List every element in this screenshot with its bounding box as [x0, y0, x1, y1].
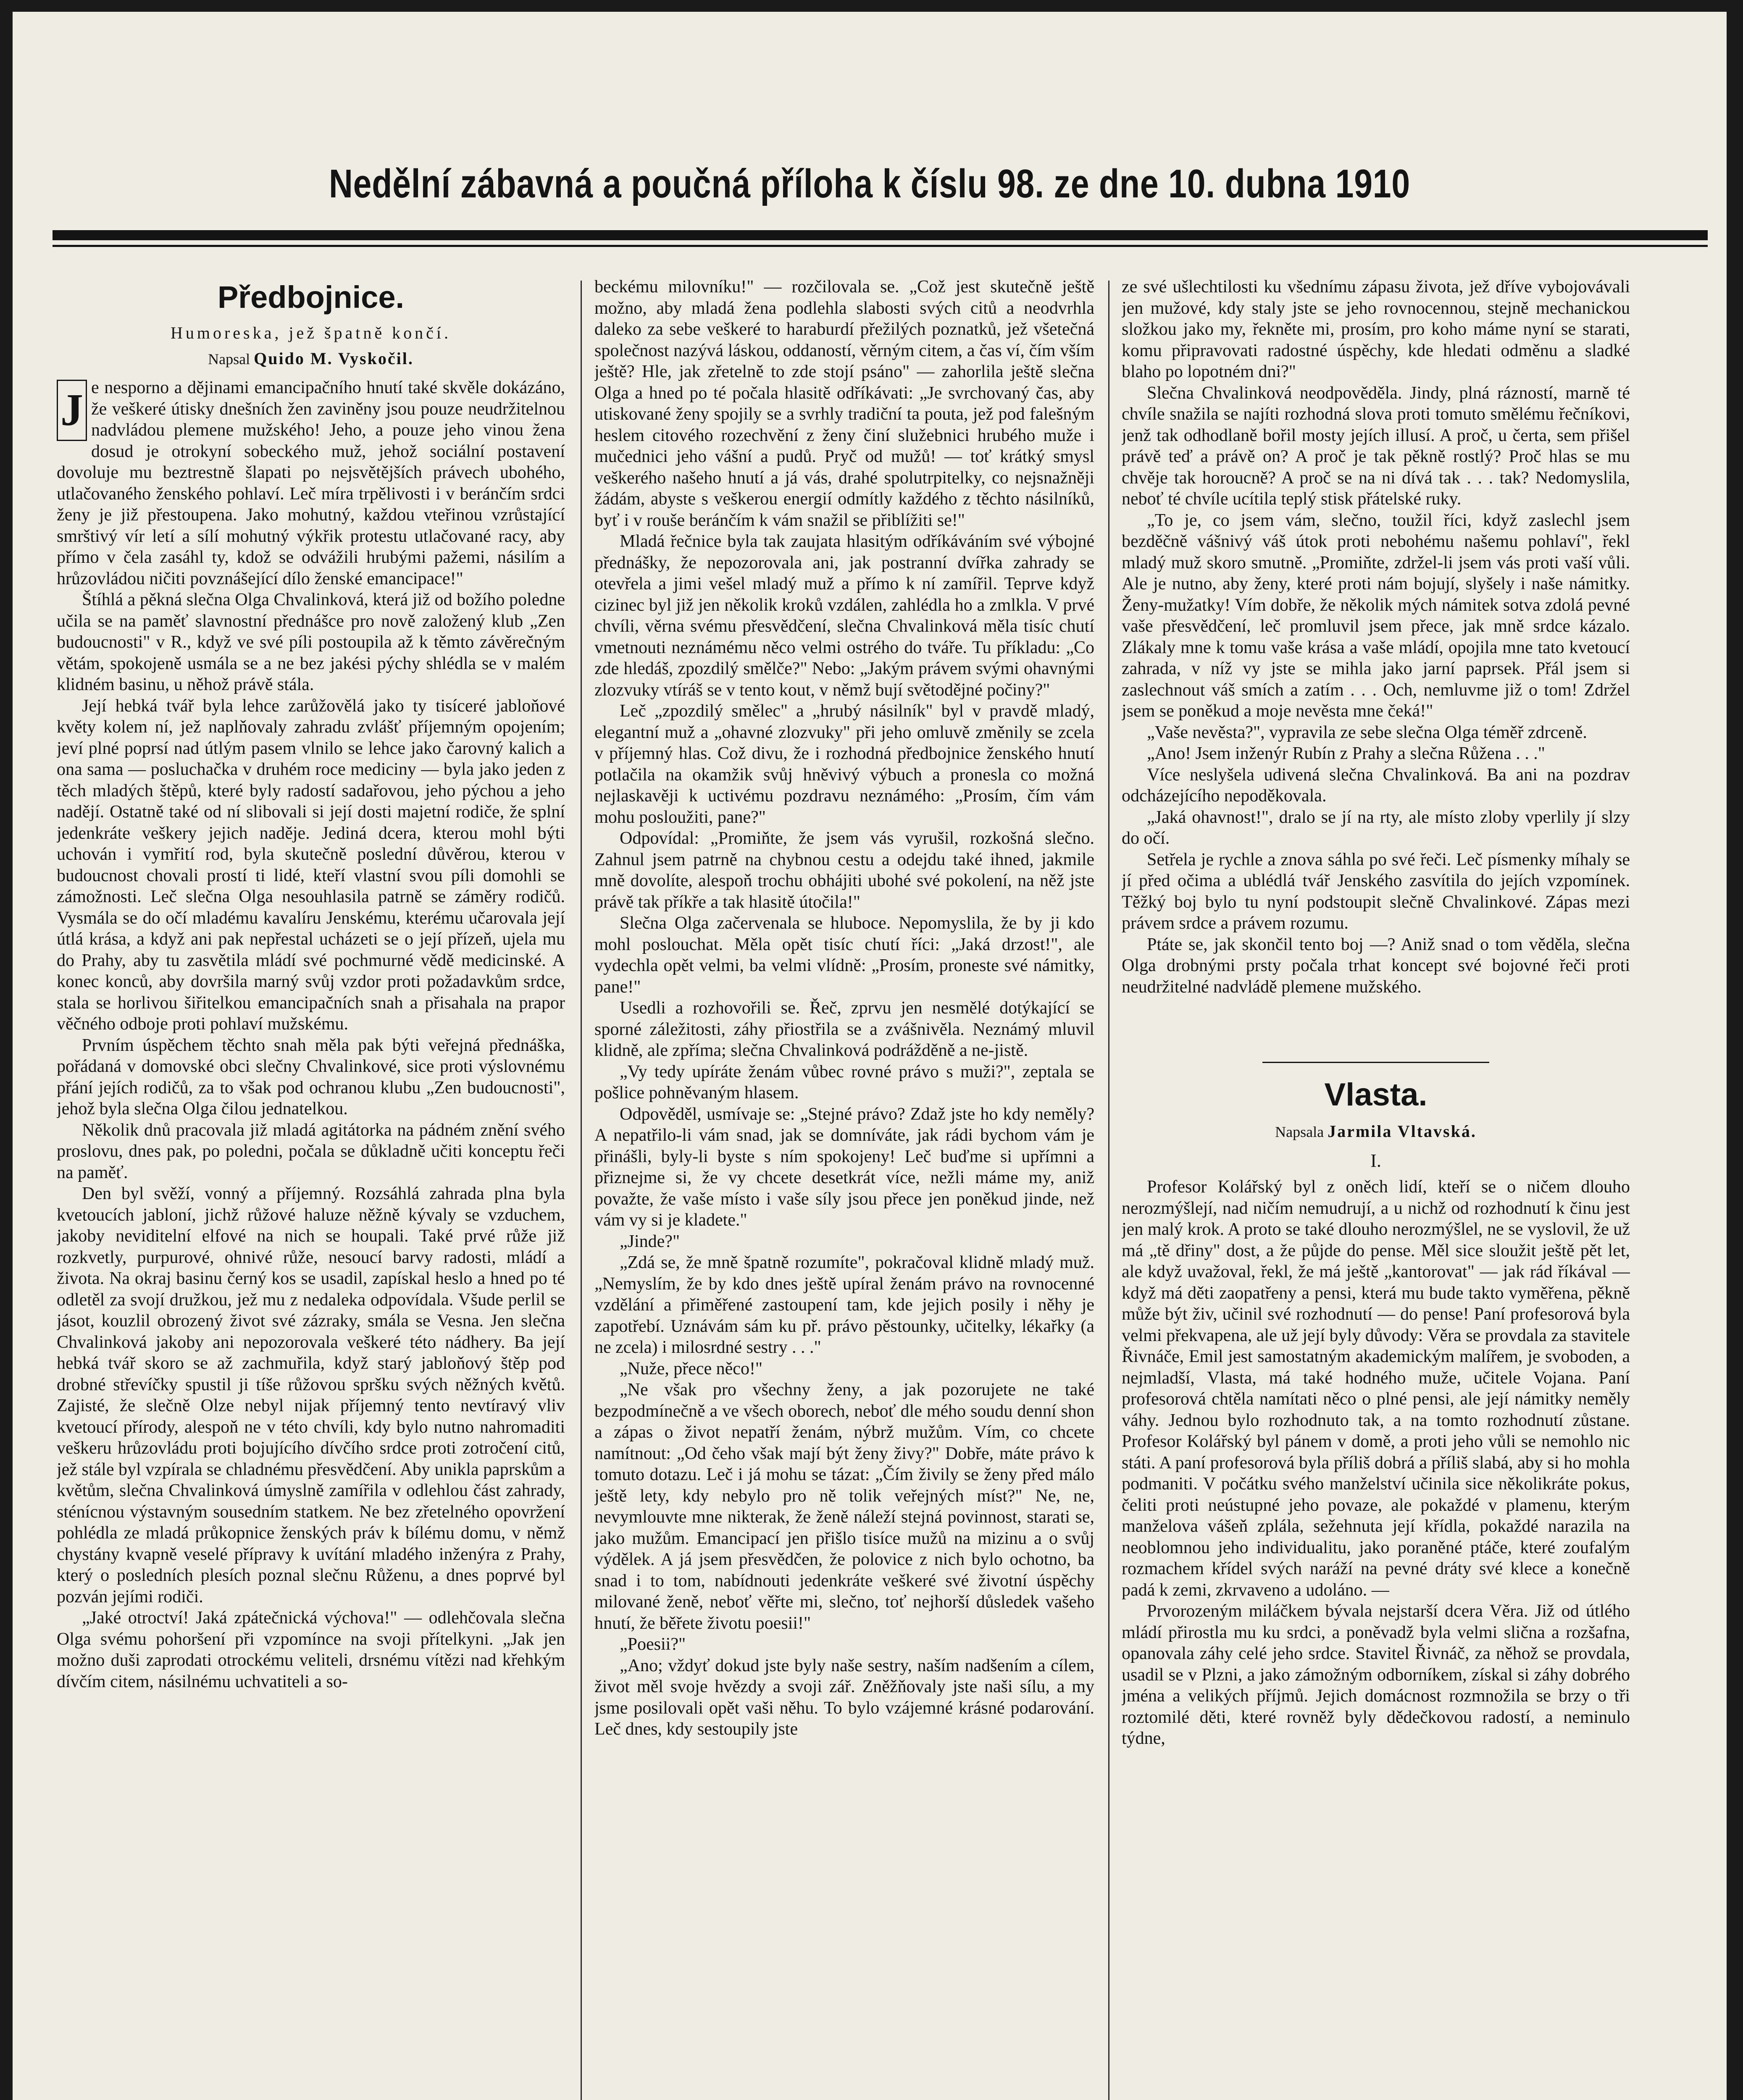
paragraph	[57, 377, 565, 589]
paragraph: Její hebká tvář byla lehce zarůžovělá jako ty tisíceré jabloňové květy kolem ní, jež naplňovaly zahradu zvlášť příjemným opojením; jeví plné poprsí nad útlým pasem vlnilo se lehce jako čarovný kalich a ona sama — posluchačka v druhém roce mediciny — byla jako jeden z těch mladých štěpů, které byly radostí sadařovou, jeho pýchou a jeho nadějí. Ostatně také od ní slibovali si její dosti majetní rodiče, že splní jedenkráte veškery jejich naděje. Jediná dcera, kterou mohl býti uchován i vymřití rod, byla skutečně poslední důvěrou, kterou v budoucnost chovali prostí ti lidé, kteří vlastní svou píli domohli se zámožnosti. Leč slečna Olga nesouhlasila patrně se záměry rodičů. Vysmála se do očí mladému kavalíru Jenskému, kterému učarovala její útlá krása, a když ani pak nepřestal ucházeti se o její přízeň, ujela mu do Prahy, aby tu zasvětila mládí své pochmurné vědě medicinské. A konec konců, aby dovršila marný svůj vzdor proti požadavkům srdce, stala se horlivou šiřitelkou emancipačních snah a přisahala na prapor věčného odboje proti pohlaví mužskému.	[57, 696, 565, 1034]
column-1	[57, 276, 565, 2100]
article-title-predbojnice: Předbojnice.	[217, 280, 405, 315]
paragraph: Leč „zpozdilý smělec" a „hrubý násilník" byl v pravdě mladý, elegantní muž a „ohavné zlozvuky" při jeho omluvě změnily se zcela v příjemný hlas. Což divu, že i rozhodná předbojnice ženského hnutí potlačila na okamžik svůj hněvivý výbuch a pronesla co možná nejlaskavěji k uctivému pozdravu neznámého: „Prosím, čím vám mohu posloužiti, pane?"	[594, 701, 1094, 827]
paragraph: Prvním úspěchem těchto snah měla pak býti veřejná přednáška, pořádaná v domovské obci slečny Chvalinkové, sice proti výslovnému přání jejích rodičů, za to však pod ochranou klubu „Zen budoucnosti", jehož byla slečna Olga čilou jednatelkou.	[57, 1035, 565, 1118]
paragraph: „Jinde?"	[620, 1231, 680, 1251]
header-rule-thick	[53, 230, 1708, 240]
paragraph: Den byl svěží, vonný a příjemný. Rozsáhlá zahrada plna byla kvetoucích jabloní, jichž růžové haluze něžně kývaly se vzduchem, jakoby neviditelní elfové na nich se houpali. Také prvé růže již rozkvetly, purpurové, ohnivé růže, nesoucí barvy radosti, mládí a života. Na okraj basinu černý kos se usadil, zapískal heslo a hned po té odletěl za svojí družkou, jež mu z nedaleka odpovídala. Všude perlil se jásot, kouzlil obrozený život své zázraky, smála se Vesna. Jen slečna Chvalinková jakoby ani nepozorovala veškeré této nádhery. Ba její hebká tvář skoro se až zachmuřila, když starý jabloňový štěp pod drobné střevíčky spustil ji tíše růžovou spršku svých něžných květů. Zajisté, že slečně Olze nebyl nijak příjemný tento nevtíravý vliv kvetoucí přírody, alespoň ne v této chvíli, kdy bylo nutno nahromaditi veškeru hrůzovládu proti bojujícího dívčího srdce proti zotročení citů, jež stále byl vzpírala se chladnému přesvědčení. Aby unikla paprskům a květům, slečna Chvalinková úmyslně zamířila v odlehlou část zahrady, sténícnou výstavným sousedním statkem. Ne bez zřetelného opovržení pohlédla ze mladá průkopnice ženských práv k bílému domu, v němž chystány kvapně veselé přípravy k uvítání mladého inženýra z Prahy, který o posledních plesích poznal slečnu Růženu, a dnes poprvé byl pozván jejími rodiči.	[57, 1184, 565, 1606]
paragraph: Mladá řečnice byla tak zaujata hlasitým odříkáváním své výbojné přednášky, že nepozorovala ani, jak postranní dvířka zahrady se otevřela a jimi vešel mladý muž a přímo k ní zamířil. Teprve když cizinec byl již jen několik kroků vzdálen, zahlédla ho a zmlkla. V prvé chvíli, věrna svému přesvědčení, slečna Chvalinková měla tisíc chutí vmetnouti neznámému něco velmi ostrého do tváře. Tu příkladu: „Co zde hledáš, zpozdilý smělče?" Nebo: „Jakým právem svými ohavnými zlozvuky vtíráš se v tento kout, v němž bují světodějné počiny?"	[594, 532, 1094, 700]
author-prefix: Napsala	[1275, 1124, 1324, 1140]
article-author	[57, 348, 565, 370]
newspaper-page	[13, 12, 1727, 2100]
paragraph: Štíhlá a pěkná slečna Olga Chvalinková, která již od božího poledne učila se na paměť slavnostní přednášce pro nově založený klub „Zen budoucnosti" v R., když ve své píli postoupila až k těmto závěrečným větám, spokojeně usmála se a ne bez jakési pýchy shlédla se v malém klidném basinu, u něhož právě stála.	[57, 590, 565, 694]
paragraph-text: e nesporno a dějinami emancipačního hnutí také skvěle dokázáno, že veškeré útisky dnešních žen zaviněny jsou pouze neudržitelnou nadvládou plemene mužského! Jeho, a pouze jeho vinou žena dosud je otrokyní sobeckého muž, jehož sociální postavení dovoluje mu beztrestně šlapati po nejsvětějších právech ubohého, utlačovaného ženského pohlaví. Leč míra trpělivosti i v beránčím srdci ženy je již přestoupena. Jako mohutný, každou vteřinou vzrůstající smrštivý vír letí a sílí mohutný výkřik protestu utlačované racy, aby přímo v čela zasáhl ty, kdož se odvážili hrubými pažemi, násilím a hrůzovládou ničiti povznášející dílo ženské emancipace!"	[57, 378, 565, 588]
paragraph: „Ano; vždyť dokud jste byly naše sestry, naším nadšením a cílem, život měl svoje hvězdy a svoji zář. Zněžňovaly jste naši sílu, a my jsme posilovali opět vaši něhu. To bylo vzájemné krásné podarování. Leč dnes, kdy sestoupily jste	[594, 1656, 1094, 1739]
paragraph: „Ano! Jsem inženýr Rubín z Prahy a slečna Růžena . . ."	[1147, 744, 1545, 763]
drop-cap-ornament: J	[57, 380, 87, 441]
column-divider-1	[581, 281, 582, 2100]
paragraph: Profesor Kolářský byl z oněch lidí, kteří se o ničem dlouho nerozmýšlejí, nad ničím nemudrují, a u nichž od rozhodnutí k činu jest jen malý krok. A proto se také dlouho nerozmýšlel, ne se vyslovil, že už má „tě dřiny" dost, a že půjde do pense. Měl sice sloužit ještě pět let, ale když uvažoval, řekl, že má ještě „kantorovat" — jak rád říkával — když má děti zaopatřeny a pensi, která mu bude takto vyměřena, pěkně může být živ, učinil své rozhodnutí — do pense! Paní profesorová byla velmi překvapena, ale už její byly důvody: Věra se provdala za stavitele Řivnáče, Emil jest samostatným akademickým malířem, je svoboden, a nejmladší, Vlasta, má také hodného muže, učitele Vojana. Paní profesorová chtěla namítati něco o plné pensi, ale její námitky neměly váhy. Jednou bylo rozhodnuto tak, a na tomto rozhodnutí zůstane. Profesor Kolářský byl pánem v domě, a proti jeho vůli se nemohlo nic státi. A paní profesorová byla příliš dobrá a příliš slabá, aby si ho mohla podmaniti. V počátku svého manželství učinila sice několikráte pokus, čeliti proti neústupné jeho povaze, ale pokaždé v plamenu, kterým manželova vášeň zplála, sežehnuta její křídla, pokaždé narazila na neoblomnou jeho individualitu, jako poraněné ptáče, které zoufalým rozmachem křídel svých naráží na pevné dráty své klece a konečně padá k zemi, zkrvaveno a udoláno. —	[1122, 1177, 1630, 1600]
paragraph: Ptáte se, jak skončil tento boj —? Aniž snad o tom věděla, slečna Olga drobnými prsty počala trhat koncept své bojovné řeči proti neudržitelné nadvládě plemene mužského.	[1122, 934, 1630, 997]
masthead: Nedělní zábavná a poučná příloha k číslu 98. ze dne 10. dubna 1910	[329, 161, 1411, 206]
column-3	[1122, 276, 1630, 2100]
section-divider	[1122, 998, 1630, 1077]
paragraph: ze své ušlechtilosti ku všednímu zápasu života, jež dříve vybojovávali jen mužové, kdy staly jste se jeho rovnocennou, stejně mechanickou složkou jako my, řekněte mi, prosím, pro koho máme nyní se starati, komu připravovati radostné úspěchy, kde hledati odměnu a sladké blaho po lopotném dni?"	[1122, 277, 1630, 381]
article-author	[1122, 1121, 1630, 1143]
paragraph: Odpovídal: „Promiňte, že jsem vás vyrušil, rozkošná slečno. Zahnul jsem patrně na chybnou cestu a odejdu také ihned, jakmile mně dovolíte, alespoň trochu obhájiti ubohé své pokolení, na něž jste právě tak příkře a tak hlasitě útočila!"	[594, 829, 1094, 912]
paragraph: Prvorozeným miláčkem bývala nejstarší dcera Věra. Již od útlého mládí přirostla mu ku srdci, a poněvadž byla velmi slična a rozšafna, opanovala záhy celé jeho srdce. Stavitel Řivnáč, za něhož se provdala, usadil se v Plzni, a jako zámožným odborníkem, získal si záhy dobrého jména a velikých příjmů. Jejich domácnost rozmnožila se brzy o tři roztomilé děti, které rovněž byly dědečkovou radostí, a neminulo týdne,	[1122, 1601, 1630, 1748]
article-subtitle: Humoreska, jež špatně končí.	[170, 323, 452, 342]
header-rule-thin	[53, 245, 1708, 247]
paragraph: „Jaké otroctví! Jaká zpátečnická výchova!" — odlehčovala slečna Olga svému pohoršení při vzpomínce na svoji přítelkyni. „Jak jen možno duši zaprodati otrockému veliteli, drsnému vítězi nad křehkým dívčím citem, násilnému uchvatiteli a so-	[57, 1608, 565, 1691]
paragraph: Slečna Olga začervenala se hluboce. Nepomyslila, že by ji kdo mohl poslouchat. Měla opět tisíc chutí říci: „Jaká drzost!", ale vydechla opět velmi, ba velmi vlídně: „Prosím, proneste své námitky, pane!"	[594, 914, 1094, 997]
paragraph: „Jaká ohavnost!", dralo se jí na rty, ale místo zloby vperlily jí slzy do očí.	[1122, 807, 1630, 848]
paragraph: Několik dnů pracovala již mladá agitátorka na pádném znění svého proslovu, dnes pak, po poledni, počala se důkladně učiti konceptu řeči na paměť.	[57, 1120, 565, 1182]
author-name: Quido M. Vyskočil.	[254, 349, 414, 368]
paragraph: „Nuže, přece něco!"	[620, 1359, 763, 1378]
paragraph: Více neslyšela udivená slečna Chvalinková. Ba ani na pozdrav odcházejícího nepoděkovala.	[1122, 765, 1630, 806]
article-title-vlasta: Vlasta.	[1324, 1077, 1428, 1113]
paragraph: „Vy tedy upíráte ženám vůbec rovné právo s muži?", zeptala se pošlice pohněvaným hlasem.	[594, 1062, 1094, 1102]
author-name: Jarmila Vltavská.	[1328, 1122, 1477, 1141]
paragraph: Slečna Chvalinková neodpověděla. Jindy, plná rázností, marně té chvíle snažila se najíti rozhodná slova proti tomuto smělému řečníkovi, jenž tak odhodlaně bořil mosty jejích illusí. A proč, u čerta, sem přišel právě teď a právě on? A proč je tak pěkně rostlý? Proč hlas se mu chvěje tak horoucně? A proč se na ni dívá tak . . . tak? Nedomyslila, neboť té chvíle ucítila teplý stisk přátelské ruky.	[1122, 383, 1630, 509]
divider-line	[1262, 1062, 1489, 1063]
paragraph: Usedli a rozhovořili se. Řeč, zprvu jen nesmělé dotýkající se sporné záležitosti, záhy přiostřila se a zvášnivěla. Neznámý mluvil klidně, ale zpříma; slečna Chvalinková podrážděně a ne-jistě.	[594, 998, 1094, 1060]
paragraph: beckému milovníku!" — rozčilovala se. „Což jest skutečně ještě možno, aby mladá žena podlehla slabosti svých citů a neodvrhla daleko za sebe veškeré to haraburdí přežilých poznatků, jež všetečná společnost nazývá láskou, oddaností, věrným citem, a čas ví, čím vším ještě? Hle, jak zřetelně to zde stojí psáno" — zahorlila ještě slečna Olga a hned po té počala hlasitě odříkávati: „Je svrchovaný čas, aby utiskované ženy spojily se a svrhly tradiční ta pouta, jež pod falešným heslem citového rozechvění z ženy činí služebnici hrubého muže i mučednici jeho vášní a pudů. Pryč od mužů! — toť krátký smysl veškerého našeho hnutí a já vás, drahé spolutrpitelky, co nejsnažněji žádám, abyste s veškerou energií odmítly každého z těchto násilníků, byť i v rouše beránčím k vám snažil se přiblížiti se!"	[594, 277, 1094, 530]
paragraph: „Vaše nevěsta?", vypravila ze sebe slečna Olga téměř zdrceně.	[1147, 722, 1587, 742]
chapter-number: I.	[1370, 1150, 1381, 1171]
column-2	[594, 276, 1094, 2100]
paragraph: „To je, co jsem vám, slečno, toužil říci, když zaslechl jsem bezděčně vášnivý váš útok proti nebohému našemu pohlaví", řekl mladý muž skoro smutně. „Promiňte, zdržel-li jsem vás proti vaší vůli. Ale je nutno, aby ženy, které proti nám bojují, slyšely i naše námitky. Ženy-mužatky! Vím dobře, že několik mých námitek sotva zdolá pevné vaše přesvědčení, leč promluvil jsem přece, jak mně srdce kázalo. Zlákaly mne k tomu vaše krása a vaše mládí, opojila mne tato kvetoucí zahrada, v níž vy jste se mihla jako jarní paprsek. Přál jsem si zaslechnout váš smích a zatím . . . Och, nemluvme již o tom! Zdržel jsem se poněkud a moje nevěsta mne čeká!"	[1122, 510, 1630, 721]
paragraph: „Zdá se, že mně špatně rozumíte", pokračoval klidně mladý muž. „Nemyslím, že by kdo dnes ještě upíral ženám právo na rovnocenné vzdělání a přiměřené zastoupení tam, kde jejich posily i něhy je zapotřebí. Uznávám sám ku př. právo pěstounky, učitelky, lékařky (a ne zcela) i milosrdné sestry . . ."	[594, 1253, 1094, 1357]
column-divider-2	[1108, 281, 1109, 2100]
paragraph: Setřela je rychle a znova sáhla po své řeči. Leč písmenky míhaly se jí před očima a ublédlá tvář Jenského zasvítila do jejích vzpomínek. Těžký boj bylo tu nyní podstoupit slečně Chvalinkové. Zápas mezi právem srdce a právem rozumu.	[1122, 850, 1630, 933]
paragraph: Odpověděl, usmívaje se: „Stejné právo? Zdaž jste ho kdy neměly? A nepatřilo-li vám snad, jak se domníváte, jak rádi bychom vám je přinášli, byly-li byste s ním spokojeny! Leč buďme si upřímni a přiznejme si, že vy chcete desetkrát více, nežli máme my, aniž považte, že vaše místo i vaše síly jsou přece jen poněkud jinde, než vám vy si je kladete."	[594, 1104, 1094, 1230]
paragraph: „Ne však pro všechny ženy, a jak pozorujete ne také bezpodmínečně a ve všech oborech, neboť dle mého soudu denní shon a zápas o život nepatří ženám, nýbrž mužům. Vím, co chcete namítnout: „Od čeho však mají být ženy živy?" Dobře, máte právo k tomuto dotazu. Leč i já mohu se tázat: „Čím živily se ženy před málo ještě lety, kdy nebylo pro ně tolik veřejných míst?" Ne, ne, nevymlouvte mne nikterak, že ženě náleží stejná povinnost, starati se, jako mužům. Emancipací jen přišlo tisíce mužů na mizinu a o svůj výdělek. A já jsem přesvědčen, že polovice z nich bylo ochotno, ba snad i to tom, nabídnouti jedenkráte veškeré své životní úspěchy milované ženě, neboť věřte mi, slečno, toť nejhorší důsledek vašeho hnutí, že běřete životu poesii!"	[594, 1380, 1094, 1633]
paragraph: „Poesii?"	[620, 1635, 686, 1654]
author-prefix: Napsal	[208, 350, 250, 368]
